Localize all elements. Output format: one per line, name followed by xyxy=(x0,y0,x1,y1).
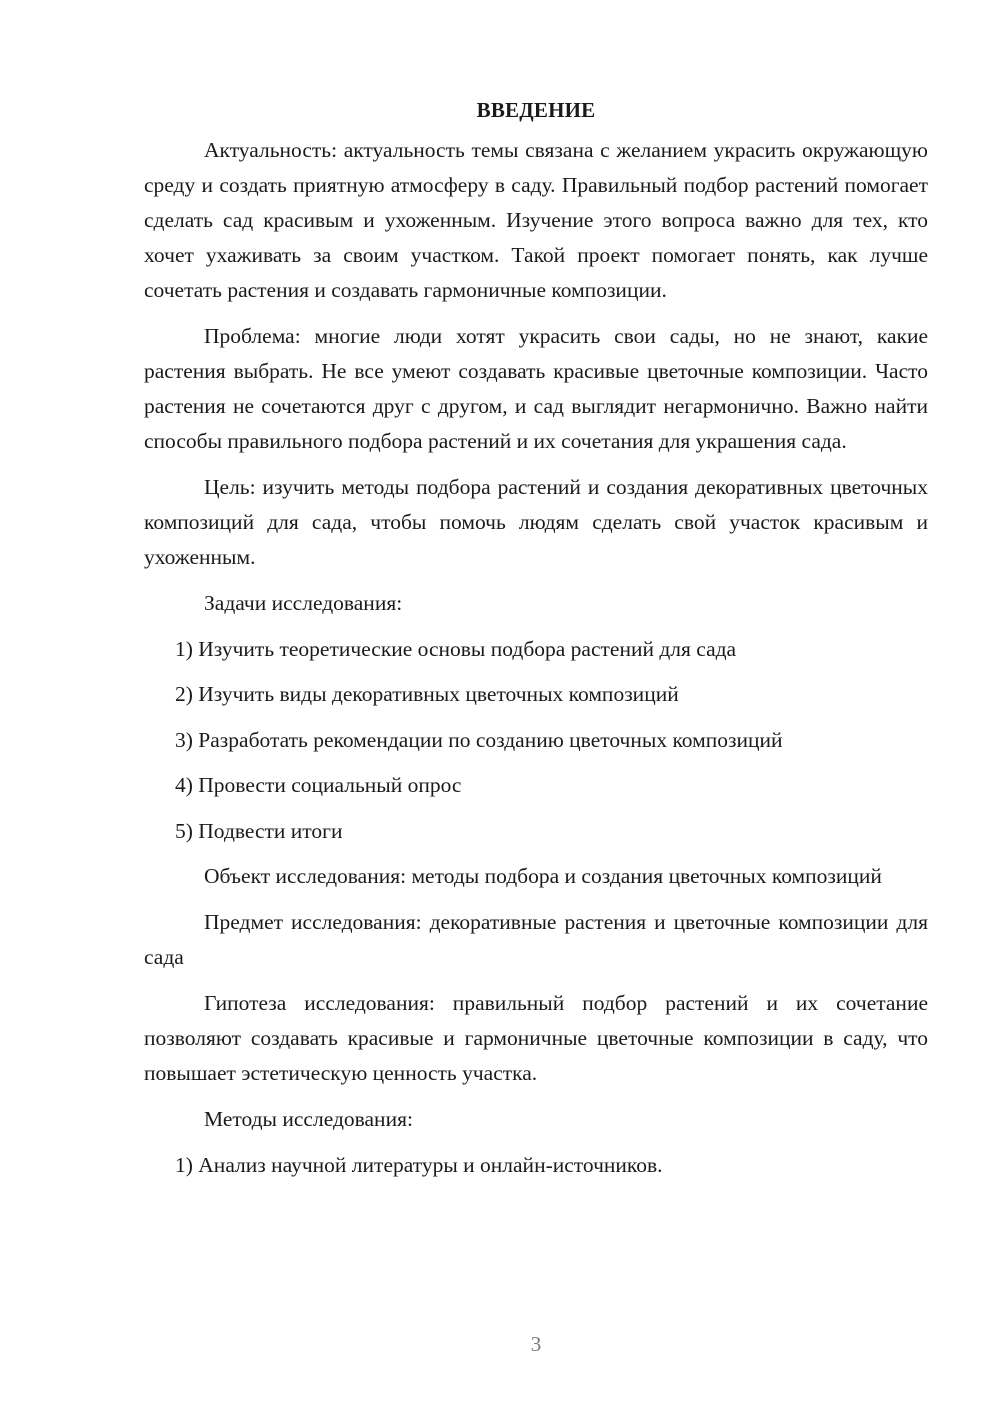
subject-paragraph: Предмет исследования: декоративные растения и цветочные композиции для сада xyxy=(144,910,928,969)
task-item: 1) Изучить теоретические основы подбора растений для сада xyxy=(175,636,737,661)
object-paragraph: Объект исследования: методы подбора и создания цветочных композиций xyxy=(204,864,882,888)
relevance-paragraph: Актуальность: актуальность темы связана с желанием украсить окружающую среду и создать приятную атмосферу в саду. Правильный подбор растений помогает сделать сад красивым и ухоженным. Изучение этого вопроса важно для тех, кто хочет ухаживать за своим участком. Такой проект помогает понять, как лучше сочетать растения и создавать гармоничные композиции. xyxy=(144,138,928,302)
methods-list xyxy=(144,1148,928,1183)
page-number: 3 xyxy=(530,1332,542,1356)
page-content xyxy=(144,92,928,1193)
tasks-heading: Задачи исследования: xyxy=(204,591,403,615)
method-item: 1) Анализ научной литературы и онлайн-источников. xyxy=(175,1152,663,1177)
goal-paragraph: Цель: изучить методы подбора растений и создания декоративных цветочных композиций для сада, чтобы помочь людям сделать свой участок красивым и ухоженным. xyxy=(144,475,928,569)
task-item: 3) Разработать рекомендации по созданию цветочных композиций xyxy=(175,727,783,752)
tasks-list xyxy=(144,632,928,849)
hypothesis-paragraph: Гипотеза исследования: правильный подбор растений и их сочетание позволяют создавать красивые и гармоничные цветочные композиции в саду, что повышает эстетическую ценность участка. xyxy=(144,991,928,1085)
problem-paragraph: Проблема: многие люди хотят украсить свои сады, но не знают, какие растения выбрать. Не все умеют создавать красивые цветочные композиции. Часто растения не сочетаются друг с другом, и сад выглядит негармонично. Важно найти способы правильного подбора растений и их сочетания для украшения сада. xyxy=(144,324,928,453)
task-item: 2) Изучить виды декоративных цветочных композиций xyxy=(175,682,679,706)
section-title: ВВЕДЕНИЕ xyxy=(476,98,596,122)
task-item: 4) Провести социальный опрос xyxy=(175,773,462,797)
methods-heading: Методы исследования: xyxy=(204,1107,413,1131)
task-item: 5) Подвести итоги xyxy=(175,818,343,843)
